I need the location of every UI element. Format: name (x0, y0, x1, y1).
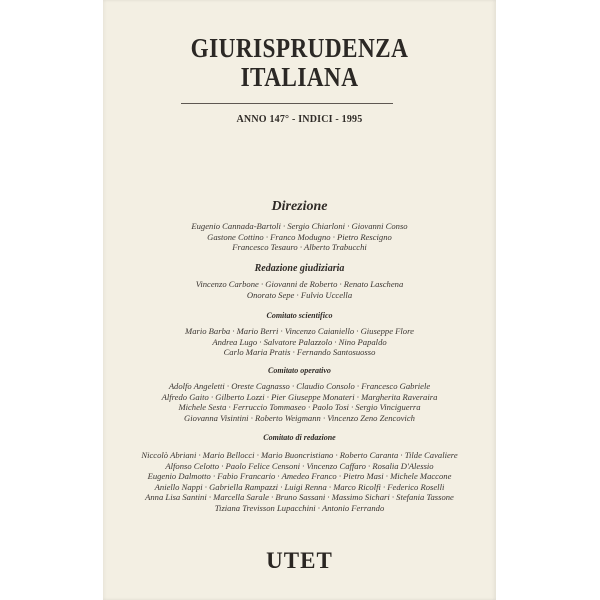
comitato-operativo-heading: Comitato operativo (268, 366, 331, 375)
direzione-names (103, 221, 496, 253)
name-line: Giovanna Visintini · Roberto Weigmann · Vincenzo Zeno Zencovich (184, 412, 415, 423)
publisher-logo-text: UTET (266, 548, 333, 573)
comitato-di-redazione-names (103, 450, 496, 514)
comitato-scientifico-names (103, 326, 496, 358)
name-line: Onorato Sepe · Fulvio Uccella (246, 289, 353, 300)
issue-line: ANNO 147° - INDICI - 1995 (236, 114, 363, 125)
name-line: Niccolò Abriani · Mario Bellocci · Mario Buoncristiano · Roberto Caranta · Tilde Cavaliere (141, 450, 458, 460)
name-line: Adolfo Angeletti · Oreste Cagnasso · Claudio Consolo · Francesco Gabriele (168, 381, 431, 391)
name-line: Carlo Maria Pratis · Fernando Santosuosso (223, 347, 376, 358)
name-line: Gastone Cottino · Franco Modugno · Pietro Rescigno (207, 231, 392, 242)
comitato-scientifico-heading: Comitato scientifico (266, 311, 333, 320)
name-line: Aniello Nappi · Gabriella Rampazzi · Luigi Renna · Marco Ricolfi · Federico Roselli (154, 481, 445, 492)
title-divider (181, 103, 393, 104)
name-line: Francesco Tesauro · Alberto Trabucchi (232, 242, 367, 253)
title-page (103, 0, 496, 600)
name-line: Eugenio Dalmotto · Fabio Francario · Amedeo Franco · Pietro Masi · Michele Maccone (147, 471, 452, 482)
redazione-giudiziaria-heading: Redazione giudiziaria (254, 263, 345, 274)
redazione-giudiziaria-names (103, 279, 496, 300)
name-line: Tiziana Trevisson Lupacchini · Antonio Ferrando (214, 502, 385, 513)
journal-title-line-1: GIURISPRUDENZA (190, 33, 409, 63)
name-line: Michele Sesta · Ferruccio Tommaseo · Paolo Tosi · Sergio Vinciguerra (178, 402, 421, 413)
comitato-di-redazione-heading: Comitato di redazione (263, 433, 336, 442)
name-line: Mario Barba · Mario Berri · Vincenzo Caianiello · Giuseppe Flore (185, 326, 414, 336)
name-line: Vincenzo Carbone · Giovanni de Roberto · Renato Laschena (195, 279, 404, 289)
comitato-operativo-names (103, 381, 496, 423)
name-line: Alfredo Gaito · Gilberto Lozzi · Pier Giuseppe Monateri · Margherita Raveraira (161, 391, 438, 402)
name-line: Eugenio Cannada-Bartoli · Sergio Chiarloni · Giovanni Conso (191, 221, 408, 231)
journal-title-line-2: ITALIANA (240, 62, 359, 92)
name-line: Anna Lisa Santini · Marcella Sarale · Bruno Sassani · Massimo Sichari · Stefania Tassone (145, 492, 454, 503)
name-line: Alfonso Celotto · Paolo Felice Censoni · Vincenzo Caffaro · Rosalia D'Alessio (165, 460, 434, 471)
name-line: Andrea Lugo · Salvatore Palazzolo · Nino Papaldo (212, 336, 387, 347)
direzione-heading: Direzione (271, 199, 328, 214)
